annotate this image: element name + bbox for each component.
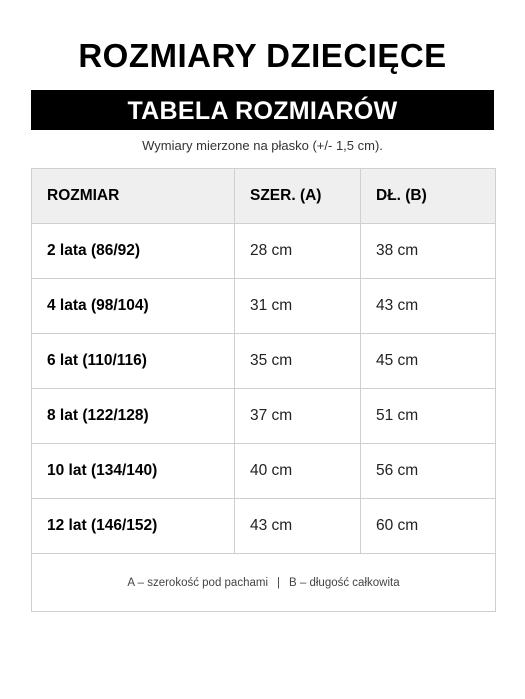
legend-cell — [32, 554, 496, 612]
table-row — [32, 444, 496, 499]
width-cell: 37 cm — [235, 389, 361, 444]
size-table — [31, 168, 496, 612]
width-cell: 40 cm — [235, 444, 361, 499]
header-size: ROZMIAR — [32, 169, 235, 224]
table-row — [32, 224, 496, 279]
header-width: SZER. (A) — [235, 169, 361, 224]
size-cell: 2 lata (86/92) — [32, 224, 235, 279]
legend-separator: | — [277, 576, 281, 589]
length-cell: 45 cm — [361, 334, 496, 389]
legend-b: B – długość całkowita — [289, 576, 400, 589]
size-cell: 6 lat (110/116) — [32, 334, 235, 389]
width-cell: 31 cm — [235, 279, 361, 334]
width-cell: 43 cm — [235, 499, 361, 554]
size-table-banner: TABELA ROZMIARÓW — [31, 90, 494, 130]
size-cell: 4 lata (98/104) — [32, 279, 235, 334]
table-header-row — [32, 169, 496, 224]
table-row — [32, 279, 496, 334]
length-cell: 60 cm — [361, 499, 496, 554]
table-row — [32, 334, 496, 389]
table-row — [32, 389, 496, 444]
width-cell: 28 cm — [235, 224, 361, 279]
header-length: DŁ. (B) — [361, 169, 496, 224]
length-cell: 38 cm — [361, 224, 496, 279]
measurement-note: Wymiary mierzone na płasko (+/- 1,5 cm). — [142, 138, 383, 153]
size-cell: 8 lat (122/128) — [32, 389, 235, 444]
length-cell: 43 cm — [361, 279, 496, 334]
legend-a: A – szerokość pod pachami — [127, 576, 269, 589]
page-title: ROZMIARY DZIECIĘCE — [78, 37, 447, 74]
size-cell: 12 lat (146/152) — [32, 499, 235, 554]
legend-row — [32, 554, 496, 612]
size-cell: 10 lat (134/140) — [32, 444, 235, 499]
length-cell: 56 cm — [361, 444, 496, 499]
table-row — [32, 499, 496, 554]
width-cell: 35 cm — [235, 334, 361, 389]
length-cell: 51 cm — [361, 389, 496, 444]
